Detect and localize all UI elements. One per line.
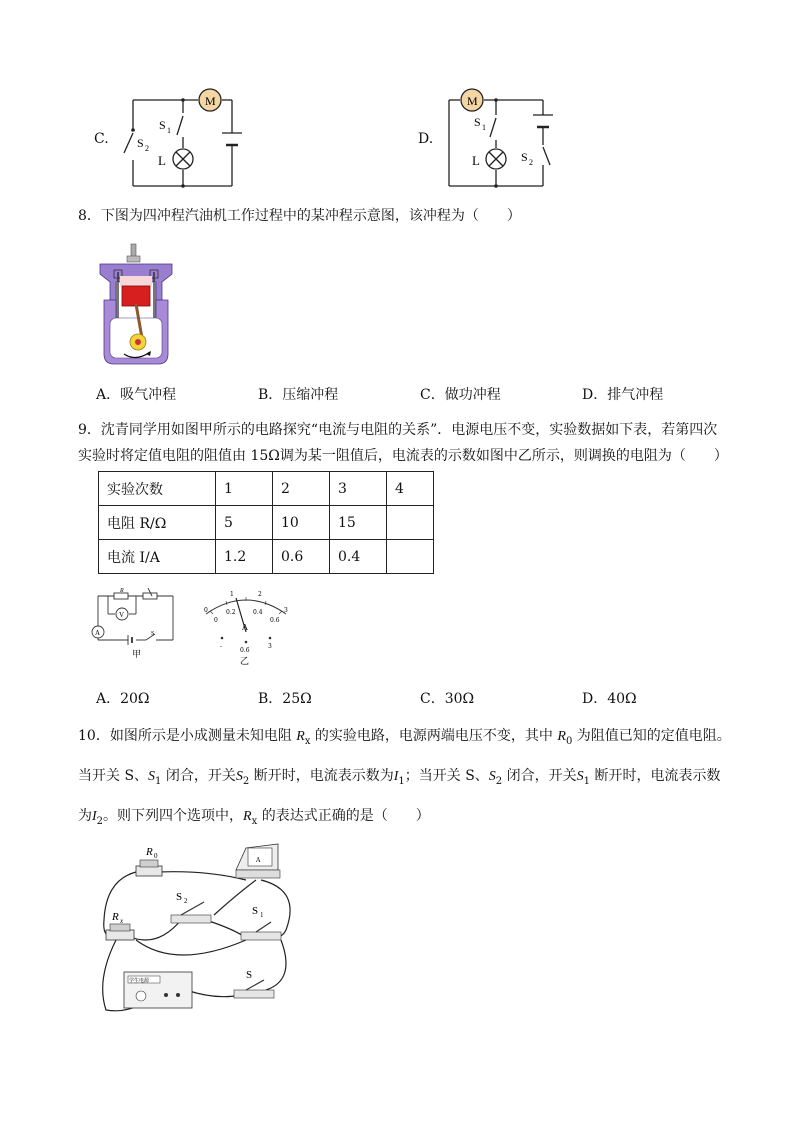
q9-stem-line1: 9．沈青同学用如图甲所示的电路探究“电流与电阻的关系”．电源电压不变，实验数据如下表，若第四次 [78, 422, 718, 438]
q9-option-b: B．25Ω [258, 691, 312, 707]
terminal-3: 3 [268, 643, 272, 650]
q9-data-table [98, 471, 434, 574]
s2-sub: 2 [145, 144, 149, 153]
motor-label: M [467, 94, 478, 108]
s-label: S [246, 969, 253, 981]
table-row [99, 540, 434, 574]
q10-apparatus-diagram [96, 840, 306, 1020]
bottom-scale-0: 0 [214, 617, 218, 624]
r0-sub: 0 [154, 852, 158, 860]
table-cell: 1 [216, 472, 273, 506]
s1-label: S [474, 115, 481, 129]
table-cell: 0.6 [273, 540, 330, 574]
s1-sub: 1 [167, 126, 171, 135]
q9-stem-line2: 实验时将定值电阻的阻值由 15Ω调为某一阻值后，电流表的示数如图中乙所示，则调换的电阻为（ ） [78, 448, 728, 464]
s1-sub: 1 [260, 911, 264, 919]
lamp-label: L [472, 153, 480, 168]
top-scale-1: 1 [230, 591, 234, 598]
motor-label: M [205, 94, 216, 108]
table-cell: 2 [273, 472, 330, 506]
s1-label: S [159, 118, 166, 132]
table-cell: 1.2 [216, 540, 273, 574]
svg-text:V: V [119, 611, 125, 619]
ammeter-unit: A [242, 623, 248, 632]
option-letter: D. [418, 131, 434, 147]
svg-text:R: R [120, 588, 124, 594]
svg-text:S: S [151, 631, 155, 637]
s2-label: S [137, 136, 144, 150]
q9-ammeter-yi [196, 586, 296, 666]
q9-option-c: C．30Ω [420, 691, 475, 707]
table-cell: 电阻 R/Ω [99, 506, 216, 540]
q8-stem: 8．下图为四冲程汽油机工作过程中的某冲程示意图，该冲程为（ ） [78, 208, 521, 224]
q9-option-d: D．40Ω [582, 691, 637, 707]
svg-text:A: A [256, 857, 261, 864]
top-scale-2: 2 [258, 591, 262, 598]
table-cell: 3 [330, 472, 387, 506]
q8-option-c: C．做功冲程 [420, 387, 501, 403]
s2-label: S [521, 150, 528, 164]
fig-yi-caption: 乙 [240, 657, 250, 666]
r0-label: R [146, 846, 153, 858]
q9-circuit-jia [88, 588, 188, 660]
supply-label: 学生电源 [129, 978, 150, 984]
table-cell: 15 [330, 506, 387, 540]
circuit-c-diagram [110, 85, 260, 195]
rx-sub: x [120, 917, 124, 925]
table-cell: 4 [387, 472, 434, 506]
table-cell: 实验次数 [99, 472, 216, 506]
bottom-scale-3: 0.6 [270, 617, 280, 624]
table-cell: 电流 I/A [99, 540, 216, 574]
table-cell: 10 [273, 506, 330, 540]
s1-sub: 1 [482, 123, 486, 132]
bottom-scale-2: 0.4 [253, 609, 263, 616]
bottom-scale-1: 0.2 [226, 609, 236, 616]
s2-sub: 2 [184, 897, 188, 905]
s1-label: S [252, 905, 259, 917]
table-row [99, 506, 434, 540]
terminal-minus: - [220, 643, 223, 650]
table-row [99, 472, 434, 506]
svg-text:A: A [95, 629, 101, 637]
fig-jia-caption: 甲 [132, 650, 142, 660]
q8-option-a: A．吸气冲程 [96, 387, 177, 403]
table-cell: 5 [216, 506, 273, 540]
table-cell: 0.4 [330, 540, 387, 574]
q10-line2: 当开关 S、$S_1$ 闭合，开关$S_2$ 断开时，电流表示数为$I_1$；当开关 S、$S_2$ 闭合，开关$S_1$ 断开时，电流表示数 [78, 768, 721, 787]
q8-option-b: B．压缩冲程 [258, 387, 339, 403]
q10-line3: 为$I_2$。则下列四个选项中，$R_x$ 的表达式正确的是（ ） [78, 808, 430, 827]
rx-label: R [112, 911, 119, 923]
s2-sub: 2 [529, 158, 533, 167]
top-scale-3: 3 [284, 607, 288, 614]
top-scale-0: 0 [204, 607, 208, 614]
circuit-d-diagram [430, 85, 580, 195]
option-letter: C. [94, 131, 109, 147]
q8-option-d: D．排气冲程 [582, 387, 664, 403]
terminal-06: 0.6 [240, 647, 250, 654]
table-cell [387, 540, 434, 574]
engine-diagram [96, 242, 176, 370]
q9-option-a: A．20Ω [96, 691, 150, 707]
s2-label: S [176, 891, 183, 903]
q10-line1: 10．如图所示是小成测量未知电阻 $R_x$ 的实验电路，电源两端电压不变，其中 $R_0$ 为阻值已知的定值电阻。 [78, 728, 731, 747]
lamp-label: L [158, 153, 166, 168]
table-cell [387, 506, 434, 540]
